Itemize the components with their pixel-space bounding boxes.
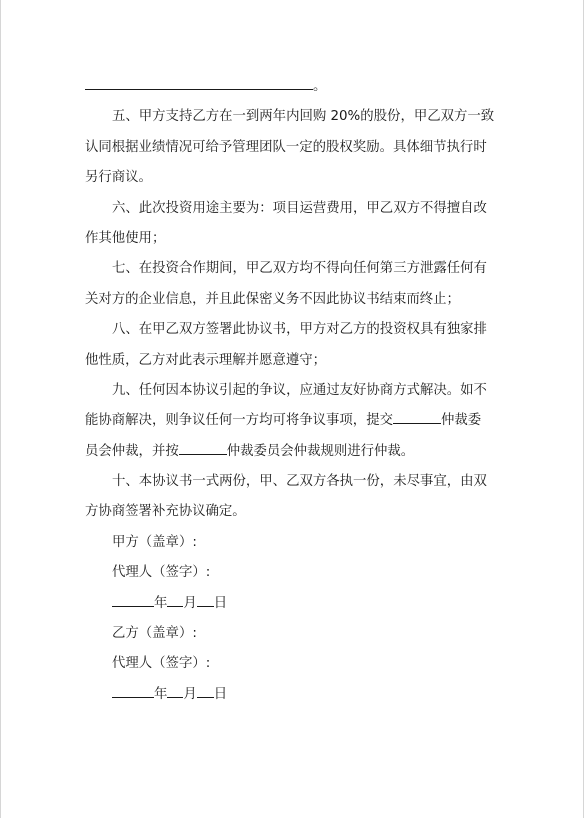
year-blank [112, 680, 154, 698]
document-body [85, 72, 505, 710]
blank-line [85, 72, 313, 90]
day-label: 日 [213, 686, 228, 702]
clause-9-text: 员会仲裁，并按 [85, 443, 179, 459]
clause-5-line-1: 五、甲方支持乙方在一到两年内回购 20%的股份，甲乙双方一致 [112, 109, 495, 125]
clause-9-line-1: 九、任何因本协议引起的争议，应通过友好协商方式解决。如不 [112, 382, 487, 398]
day-blank [197, 589, 214, 607]
month-label: 月 [183, 686, 197, 702]
clause-8-line-2: 他性质，乙方对此表示理解并愿意遵守； [85, 352, 327, 368]
clause-6-line-2: 作其他使用； [85, 230, 166, 246]
clause-9-text: 仲裁委员会仲裁规则进行仲裁。 [226, 443, 415, 459]
year-label: 年 [154, 686, 168, 702]
day-blank [197, 680, 214, 698]
month-label: 月 [183, 595, 197, 611]
arbitration-blank [393, 406, 441, 424]
period-text: 。 [313, 79, 327, 94]
party-b-agent: 代理人（签字）: [112, 656, 211, 672]
clause-9-text: 仲裁委 [440, 413, 482, 429]
month-blank [167, 680, 183, 698]
party-b-date [85, 680, 505, 710]
party-a-agent: 代理人（签字）: [112, 565, 211, 581]
party-a-date [85, 589, 505, 619]
party-a-seal: 甲方（盖章）: [112, 534, 197, 550]
year-label: 年 [154, 595, 168, 611]
clause-5-line-3: 另行商议。 [85, 170, 152, 186]
party-b-seal: 乙方（盖章）: [112, 626, 197, 642]
clause-9-line-3 [85, 437, 505, 467]
arbitration-blank [179, 437, 227, 455]
continuation-line [85, 72, 505, 102]
clause-9-line-2 [85, 406, 505, 436]
month-blank [167, 589, 183, 607]
clause-7-line-1: 七、在投资合作期间，甲乙双方均不得向任何第三方泄露任何有 [112, 261, 487, 277]
clause-10-line-1: 十、本协议书一式两份，甲、乙双方各执一份，未尽事宜，由双 [112, 474, 487, 490]
clause-5-line-2: 认同根据业绩情况可给予管理团队一定的股权奖励。具体细节执行时 [85, 139, 487, 155]
clause-10-line-2: 方协商签署补充协议确定。 [85, 504, 246, 520]
day-label: 日 [213, 595, 228, 611]
clause-9-text: 能协商解决，则争议任何一方均可将争议事项，提交 [85, 413, 393, 429]
year-blank [112, 589, 154, 607]
clause-7-line-2: 关对方的企业信息，并且此保密义务不因此协议书结束而终止； [85, 291, 460, 307]
clause-6-line-1: 六、此次投资用途主要为：项目运营费用，甲乙双方不得擅自改 [112, 200, 487, 216]
clause-8-line-1: 八、在甲乙双方签署此协议书，甲方对乙方的投资权具有独家排 [112, 322, 487, 338]
